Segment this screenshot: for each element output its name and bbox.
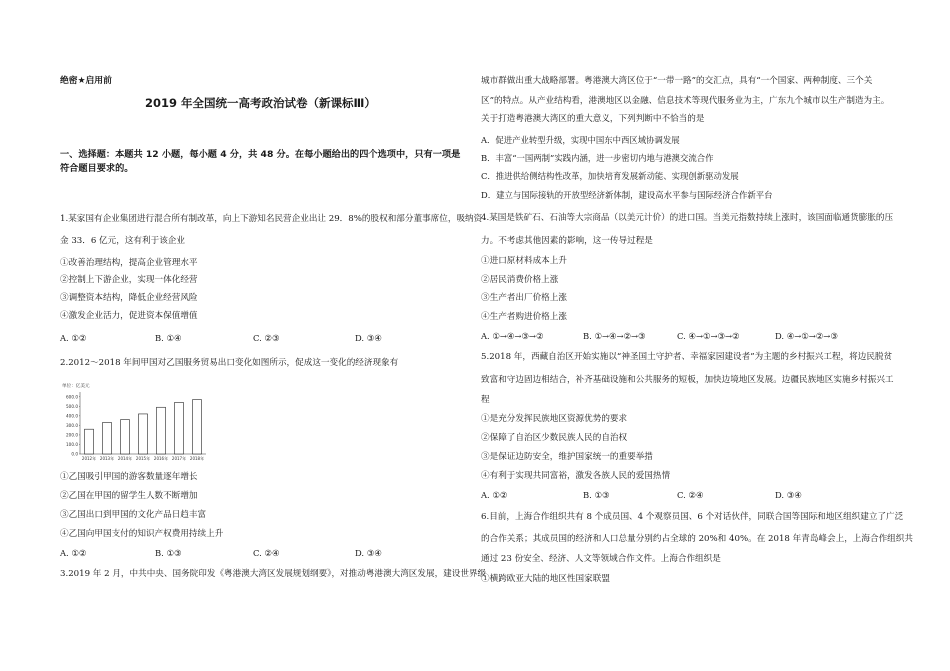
q2-item-2: ②乙国在甲国的留学生人数不断增加 [60, 491, 198, 501]
y-tick-label: 100.0 [66, 442, 78, 448]
q3-line-3: 关于打造粤港澳大湾区的重大意义，下列判断中不恰当的是 [481, 114, 705, 124]
q5-item-4: ④有利于实现共同富裕，激发各族人民的爱国热情 [481, 471, 671, 481]
q5-item-3: ③是保证边防安全，维护国家统一的重要举措 [481, 452, 653, 462]
bar-2017年 [175, 402, 184, 454]
q3-option-d: D．建立与国际接轨的开放型经济新体制，建设高水平参与国际经济合作新平台 [481, 190, 773, 200]
q2-option-a: A. ①② [60, 548, 87, 558]
q1-option-d: D. ③④ [355, 333, 382, 343]
bar-2013年 [103, 423, 112, 454]
section-heading-line2: 符合题目要求的。 [60, 163, 134, 174]
q2-option-b: B. ①③ [155, 548, 182, 558]
q1-stem-line2: 金 33．6 亿元，这有利于该企业 [60, 236, 185, 246]
bar-2012年 [85, 429, 94, 454]
bar-2018年 [193, 400, 202, 454]
q5-option-c: C. ②④ [677, 490, 704, 500]
q5-option-a: A. ①② [481, 490, 508, 500]
q6-item-1: ①横跨欧亚大陆的地区性国家联盟 [481, 574, 610, 584]
q2-item-3: ③乙国出口到甲国的文化产品日趋丰富 [60, 510, 207, 520]
section-heading-line1: 一、选择题：本题共 12 小题，每小题 4 分，共 48 分。在每小题给出的四个选项中，只有一项是 [60, 149, 461, 160]
q4-item-3: ③生产者出厂价格上涨 [481, 293, 567, 303]
q2-option-c: C. ②④ [253, 548, 280, 558]
q4-item-2: ②居民消费价格上涨 [481, 275, 559, 285]
q2-item-4: ④乙国向甲国支付的知识产权费用持续上升 [60, 529, 224, 539]
q4-stem-line1: 4.某国是铁矿石、石油等大宗商品（以美元计价）的进口国。当美元指数持续上涨时，该国面临通货膨胀的压 [481, 213, 894, 223]
x-tick-label: 2017年 [171, 456, 187, 461]
q1-item-1: ①改善治理结构，提高企业管理水平 [60, 258, 198, 268]
y-tick-label: 0.0 [71, 451, 78, 457]
x-tick-label: 2014年 [117, 456, 133, 461]
page-title: 2019 年全国统一高考政治试卷（新课标Ⅲ） [145, 96, 376, 110]
q1-stem-line1: 1.某家国有企业集团进行混合所有制改革，向上下游知名民营企业出让 29．8%的股权和部分董事席位，吸纳资 [60, 214, 483, 224]
q4-item-4: ④生产者购进价格上涨 [481, 312, 567, 322]
q1-option-c: C. ②③ [253, 333, 280, 343]
y-tick-label: 500.0 [66, 403, 78, 409]
q4-option-c: C. ④→①→③→② [677, 331, 740, 341]
q5-item-2: ②保障了自治区少数民族人民的自治权 [481, 433, 628, 443]
bar-2016年 [157, 407, 166, 454]
q3-stem-start: 3.2019 年 2 月，中共中央、国务院印发《粤港澳大湾区发展规划纲要》，对推动粤港澳大湾区发展，建设世界级 [60, 569, 487, 579]
x-tick-label: 2016年 [153, 456, 169, 461]
q3-line-2: 区”的特点。从产业结构看，港澳地区以金融、信息技术等现代服务业为主，广东九个城市以生产制造为主。 [481, 96, 890, 106]
q4-item-1: ①进口原材料成本上升 [481, 256, 567, 266]
x-tick-label: 2012年 [81, 456, 97, 461]
q6-line-1: 6.目前，上海合作组织共有 8 个成员国、4 个观察员国、6 个对话伙伴，同联合国等国际和地区组织建立了广泛 [481, 512, 904, 522]
q5-item-1: ①是充分发挥民族地区资源优势的要求 [481, 414, 628, 424]
secret-label: 绝密★启用前 [60, 76, 112, 86]
q5-option-d: D. ③④ [775, 490, 802, 500]
q3-line-1: 城市群做出重大战略部署。粤港澳大湾区位于“一带一路”的交汇点，具有“一个国家、两种制度、三个关 [481, 76, 873, 86]
x-tick-label: 2015年 [135, 456, 151, 461]
y-tick-label: 200.0 [66, 432, 78, 438]
q3-option-b: B．丰富“一国两制”实践内涵，进一步密切内地与港澳交流合作 [481, 153, 714, 163]
x-tick-label: 2013年 [99, 456, 115, 461]
q4-option-d: D. ④→①→②→③ [775, 331, 838, 341]
bar-2015年 [139, 414, 148, 454]
y-tick-label: 300.0 [66, 422, 78, 428]
q1-option-a: A. ①② [60, 333, 87, 343]
q1-option-b: B. ①④ [155, 333, 182, 343]
bar-2014年 [121, 420, 130, 454]
chart-unit-label: 单位：亿美元 [62, 384, 90, 389]
q1-item-2: ②控制上下游企业，实现一体化经营 [60, 275, 198, 285]
q5-stem-line3: 程 [481, 395, 490, 405]
q4-option-b: B. ①→④→②→③ [583, 331, 646, 341]
q5-stem-line1: 5.2018 年，西藏自治区开始实施以“神圣国土守护者、幸福家园建设者”为主题的乡村振兴工程，将边民脱贫 [481, 352, 893, 362]
x-tick-label: 2018年 [189, 456, 205, 461]
q4-option-a: A. ①→④→③→② [481, 331, 544, 341]
q2-stem: 2.2012～2018 年间甲国对乙国服务贸易出口变化如图所示，促成这一变化的经济现象有 [60, 358, 399, 368]
q4-stem-line2: 力。不考虑其他因素的影响，这一传导过程是 [481, 236, 653, 246]
q1-item-3: ③调整资本结构，降低企业经营风险 [60, 293, 198, 303]
q5-stem-line2: 致富和守边固边相结合，补齐基础设施和公共服务的短板，加快边境地区发展。边疆民族地区实施乡村振兴工 [481, 375, 894, 385]
q5-option-b: B. ①③ [583, 490, 610, 500]
q6-line-2: 的合作关系；其成员国的经济和人口总量分别约占全球的 20%和 40%。在 2018 年青岛峰会上，上海合作组织共 [481, 534, 913, 544]
q6-line-3: 通过 23 份安全、经济、人文等领域合作文件。上海合作组织是 [481, 554, 721, 564]
y-tick-label: 600.0 [66, 394, 78, 400]
q2-item-1: ①乙国吸引甲国的游客数量逐年增长 [60, 472, 198, 482]
q3-option-c: C．推进供给侧结构性改革，加快培育发展新动能、实现创新驱动发展 [481, 171, 739, 181]
service-export-bar-chart [60, 378, 220, 463]
q2-option-d: D. ③④ [355, 548, 382, 558]
q3-option-a: A．促进产业转型升级，实现中国东中西区域协调发展 [481, 135, 680, 145]
y-tick-label: 400.0 [66, 413, 78, 419]
q1-item-4: ④激发企业活力，促进资本保值增值 [60, 311, 198, 321]
